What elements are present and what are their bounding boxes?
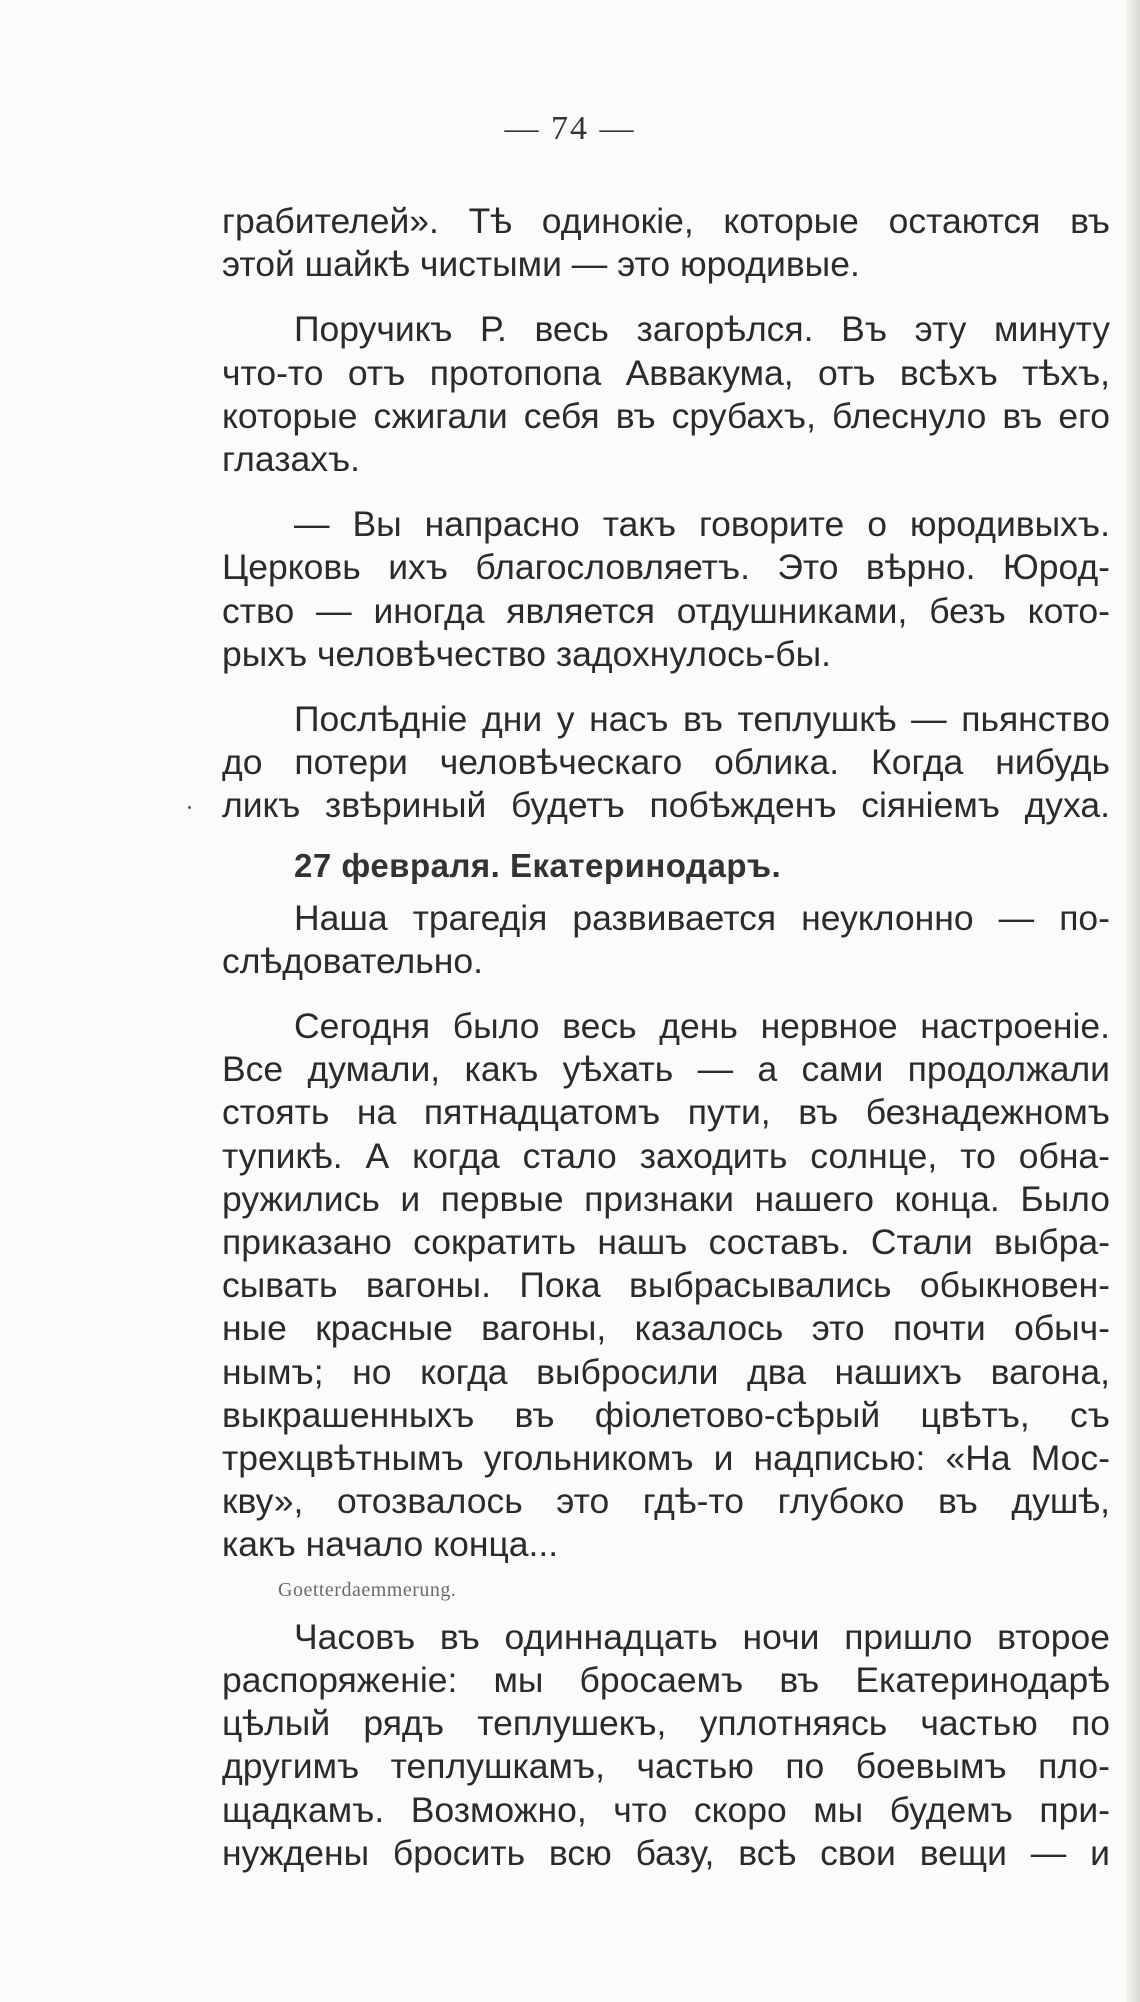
date-heading: 27 февраля. Екатеринодаръ. [294,846,782,884]
text-line: кву», отозвалось это гдѣ-то глубоко въ душѣ, [222,1481,1110,1522]
text-line: ные красные вагоны, казалось это почти обыч- [222,1308,1110,1349]
text-line: рыхъ человѣчество задохнулось-бы. [222,633,831,674]
text-line: Часовъ въ одиннадцать ночи пришло второе [294,1616,1110,1657]
text-line: слѣдовательно. [222,940,483,981]
text-line: Все думали, какъ уѣхать — а сами продолжали [222,1049,1110,1090]
text-line: цѣлый рядъ теплушекъ, уплотняясь частью по [222,1703,1110,1744]
text-line: которые сжигали себя въ срубахъ, блеснуло въ его [222,395,1110,436]
paragraph-2 [222,308,1110,481]
page-edge-shadow [1126,0,1140,2002]
text-line: грабителей». Тѣ одинокіе, которые остаются въ [222,201,1110,241]
text-line: щадкамъ. Возможно, что скоро мы будемъ при- [222,1789,1110,1830]
text-line: тупикѣ. А когда стало заходить солнце, то обна- [222,1135,1110,1176]
text-line: ство — иногда является отдушниками, безъ кото- [222,590,1110,631]
text-line: Поручикъ Р. весь загорѣлся. Въ эту минуту [294,309,1110,350]
text-line: распоряженіе: мы бросаемъ въ Екатеринодарѣ [222,1659,1110,1700]
text-line: до потери человѣческаго облика. Когда нибудь [222,742,1110,783]
paragraph-3 [222,503,1110,676]
text-line: какъ начало конца... [222,1524,559,1565]
margin-mark [188,806,191,809]
text-line: глазахъ. [222,439,361,480]
page-number: — 74 — [504,110,636,147]
text-line: сывать вагоны. Пока выбрасывались обыкновен- [222,1265,1110,1306]
text-line: ружились и первые признаки нашего конца. Было [222,1178,1110,1219]
text-line: Послѣдніе дни у насъ въ теплушкѣ — пьянство [294,699,1110,740]
text-line: ликъ звѣриный будетъ побѣжденъ сіяніемъ духа. [222,785,1110,826]
text-line: выкрашенныхъ въ фіолетово-сѣрый цвѣтъ, съ [222,1394,1110,1435]
text-line: Наша трагедія развивается неуклонно — по- [294,897,1110,938]
text-line: — Вы напрасно такъ говорите о юродивыхъ. [294,504,1110,545]
text-line: Церковь ихъ благословляетъ. Это вѣрно. Юрод- [222,547,1110,588]
paragraph-6 [222,1005,1110,1567]
text-line: что-то отъ протопопа Аввакума, отъ всѣхъ тѣхъ, [222,352,1110,393]
text-line: этой шайкѣ чистыми — это юродивые. [222,244,860,285]
text-line: Сегодня было весь день нервное настроеніе. [294,1006,1110,1047]
text-line: нымъ; но когда выбросили два нашихъ вагона, [222,1351,1110,1392]
text-line: другимъ теплушкамъ, частью по боевымъ пло- [222,1746,1110,1787]
text-line: стоять на пятнадцатомъ пути, въ безнадежномъ [222,1092,1110,1133]
paragraph-5 [222,897,1110,983]
text-line: приказано сократить нашъ составъ. Стали выбра- [222,1222,1110,1263]
body-text [222,200,1110,1875]
text-line: трехцвѣтнымъ угольникомъ и надписью: «На Мос- [222,1438,1110,1479]
paragraph-1 [222,200,1110,286]
paragraph-4 [222,698,1110,828]
margin-note: Goetterdaemmerung. [278,1578,457,1601]
text-line: нуждены бросить всю базу, всѣ свои вещи — и [222,1832,1110,1873]
paragraph-7 [222,1616,1110,1875]
